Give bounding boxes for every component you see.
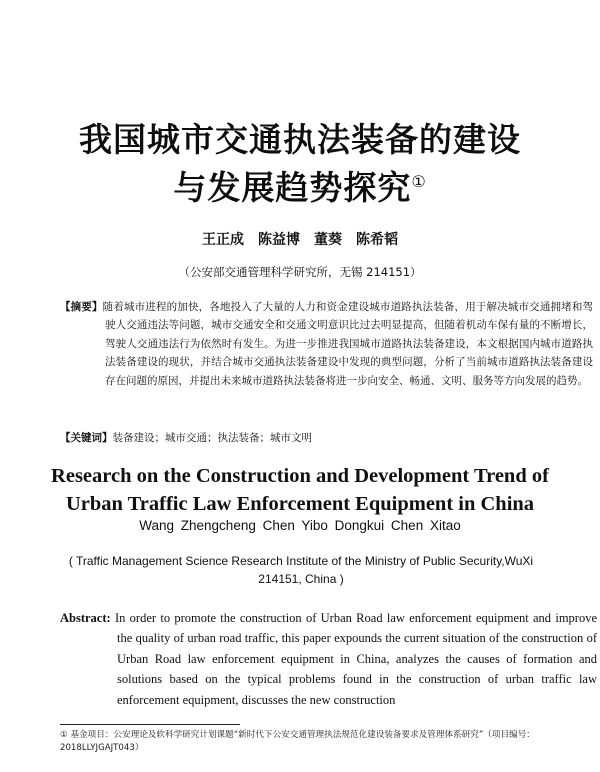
abstract-cn-label: 【摘要】 — [60, 301, 103, 313]
footnote-text: 基金项目：公安理论及软科学研究计划课题“新时代下公安交通管理执法规范化建设装备要求及管理体系研究”（项目编号：2018LLYJGAJT043） — [60, 730, 535, 753]
footnote-mark: ① — [60, 730, 68, 740]
keywords-cn-label: 【关键词】 — [60, 432, 113, 444]
title-footnote-mark[interactable]: ① — [411, 172, 427, 191]
affiliation-en: ( Traffic Management Science Research Institute of the Ministry of Public Security,WuXi 214151, China ) — [68, 554, 534, 586]
footnote-divider — [60, 724, 240, 725]
keywords-cn-text: 装备建设；城市交通；执法装备；城市文明 — [112, 432, 312, 444]
title-cn-line2 — [0, 162, 600, 209]
abstract-cn-text: 随着城市进程的加快，各地投入了大量的人力和资金建设城市道路执法装备，用于解决城市交通拥堵和驾驶人交通违法等问题，城市交通安全和交通文明意识比过去明显提高，但随着机动车保有量的不断增长，驾驶人交通违法行为依然时有发生。为进一步推进我国城市道路执法装备建设，本文根据国内城市道路执法装备建设的现状，并结合城市交通执法装备建设中发现的典型问题，分析了当前城市道路执法装备建设存在问题的原因，并提出未来城市道路执法装备将进一步向安全、畅通、文明、服务等方向发展的趋势。 — [102, 301, 594, 387]
abstract-en-label: Abstract: — [60, 611, 111, 625]
keywords-cn — [60, 430, 548, 445]
abstract-en — [60, 608, 597, 710]
title-cn-line1: 我国城市交通执法装备的建设 — [79, 120, 521, 159]
title-en: Research on the Construction and Development Trend of Urban Traffic Law Enforcement Equipment in China — [51, 465, 549, 515]
title-cn-line2-text: 与发展趋势探究 — [173, 168, 412, 207]
abstract-cn — [60, 298, 593, 390]
authors-en: Wang Zhengcheng Chen Yibo Dongkui Chen Xitao — [139, 518, 461, 533]
affiliation-cn: （公安部交通管理科学研究所，无锡 214151） — [178, 265, 422, 279]
footnote — [60, 729, 550, 755]
abstract-en-text: In order to promote the construction of Urban Road law enforcement equipment and improve the quality of urban road traffic, this paper expounds the current situation of the construction of Urban Road law enforcement equipment in China, analyzes the causes of formation and solutions based on the typical problems found in the construction of urban traffic law enforcement equipment, discusses the new construction — [114, 611, 598, 707]
authors-cn: 王正成 陈益博 董葵 陈希韬 — [202, 232, 398, 248]
